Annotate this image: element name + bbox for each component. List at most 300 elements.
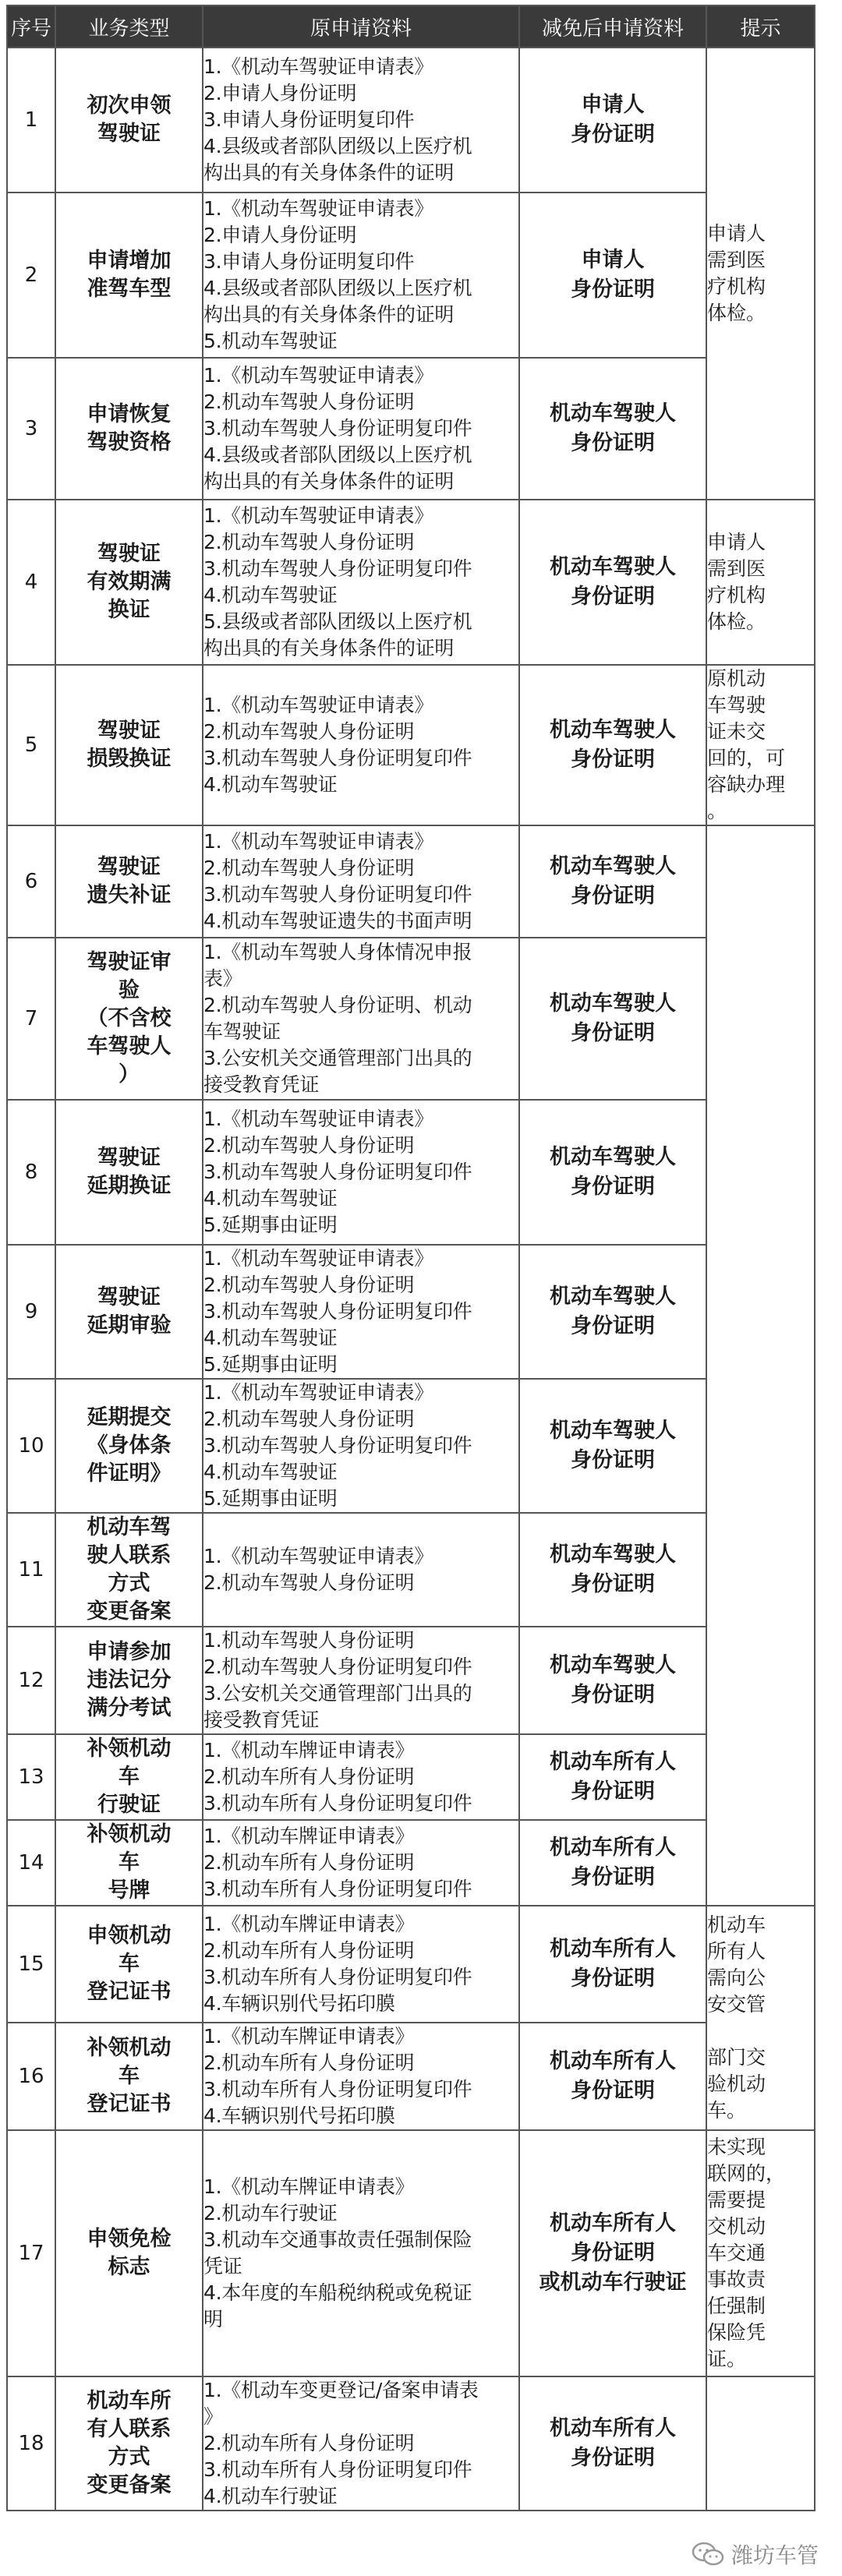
original-material-line: 3.机动车驾驶人身份证明复印件 bbox=[203, 1161, 472, 1183]
original-material-line: 4.县级或者部队团级以上医疗机 bbox=[203, 443, 472, 466]
row-number: 12 bbox=[7, 1627, 55, 1734]
business-type-line: 驾驶证审 bbox=[87, 950, 172, 974]
reduced-material-line: 机动车驾驶人 bbox=[550, 1145, 676, 1169]
original-material-line: 5.延期事由证明 bbox=[203, 1487, 338, 1510]
business-type-line: 变更备案 bbox=[87, 2473, 172, 2497]
tip-line: 证未交 bbox=[707, 720, 766, 743]
reduced-material-line: 身份证明 bbox=[571, 1448, 655, 1472]
business-type-line: 申领免检 bbox=[87, 2227, 172, 2251]
reduced-material-line: 机动车所有人 bbox=[550, 1750, 676, 1774]
original-material-line: 凭证 bbox=[203, 2255, 242, 2277]
requirements-table bbox=[6, 5, 815, 2511]
row-number: 16 bbox=[7, 2023, 55, 2130]
business-type bbox=[55, 2130, 203, 2376]
business-type-line: 申请增加 bbox=[87, 249, 172, 273]
tip-cell bbox=[706, 665, 815, 825]
table-row bbox=[7, 358, 815, 500]
original-material-line: 1.《机动车驾驶证申请表》 bbox=[203, 1247, 433, 1270]
business-type-line: 延期提交 bbox=[87, 1405, 172, 1429]
tip-line: 车。 bbox=[707, 2099, 747, 2122]
original-material-line: 3.申请人身份证明复印件 bbox=[203, 250, 415, 273]
original-material-line: 3.机动车所有人身份证明复印件 bbox=[203, 2458, 472, 2481]
business-type bbox=[55, 1627, 203, 1734]
table-row bbox=[7, 1906, 815, 2023]
reduced-materials bbox=[519, 358, 706, 500]
original-materials bbox=[203, 1513, 519, 1627]
reduced-materials bbox=[519, 665, 706, 825]
original-material-line: 4.机动车驾驶证 bbox=[203, 584, 338, 606]
tip-line: 所有人 bbox=[707, 1940, 766, 1963]
tip-line: 交机动 bbox=[707, 2215, 766, 2238]
original-material-line: 3.机动车驾驶人身份证明复印件 bbox=[203, 883, 472, 906]
business-type-line: 申领机动 bbox=[87, 1924, 172, 1948]
business-type-line: 登记证书 bbox=[87, 2092, 172, 2116]
business-type bbox=[55, 358, 203, 500]
business-type bbox=[55, 1513, 203, 1627]
reduced-material-line: 身份证明 bbox=[571, 884, 655, 908]
business-type-line: 机动车驾 bbox=[87, 1515, 172, 1539]
business-type-line: ） bbox=[119, 1062, 140, 1087]
original-materials bbox=[203, 938, 519, 1100]
original-material-line: 3.机动车所有人身份证明复印件 bbox=[203, 2078, 472, 2101]
table-row bbox=[7, 825, 815, 938]
original-material-line: 5.县级或者部队团级以上医疗机 bbox=[203, 610, 472, 633]
original-material-line: 1.《机动车驾驶证申请表》 bbox=[203, 830, 433, 853]
tip-line: 保险凭 bbox=[707, 2321, 766, 2344]
table-row bbox=[7, 1734, 815, 1820]
business-type-line: 机动车所 bbox=[87, 2389, 172, 2413]
original-material-line: 2.机动车驾驶人身份证明复印件 bbox=[203, 1655, 472, 1678]
tip-cell bbox=[706, 48, 815, 500]
table-body bbox=[7, 48, 815, 2511]
row-number: 13 bbox=[7, 1734, 55, 1820]
original-material-line: 构出具的有关身体条件的证明 bbox=[203, 161, 455, 184]
business-type-line: 驾驶证 bbox=[97, 542, 161, 566]
reduced-material-line: 身份证明 bbox=[571, 1021, 655, 1045]
reduced-material-line: 身份证明 bbox=[571, 1966, 655, 1991]
original-material-line: 1.《机动车驾驶证申请表》 bbox=[203, 1381, 433, 1404]
reduced-material-line: 身份证明 bbox=[571, 585, 655, 609]
row-number: 14 bbox=[7, 1820, 55, 1906]
original-material-line: 3.申请人身份证明复印件 bbox=[203, 108, 415, 131]
tip-line: 任强制 bbox=[707, 2295, 766, 2317]
row-number: 9 bbox=[7, 1245, 55, 1379]
tip-line: 未实现 bbox=[707, 2136, 766, 2158]
business-type-line: 件证明》 bbox=[87, 1461, 172, 1486]
business-type-line: 申请恢复 bbox=[87, 402, 172, 426]
row-number: 15 bbox=[7, 1906, 55, 2023]
business-type-line: 违法记分 bbox=[87, 1668, 172, 1692]
original-material-line: 1.《机动车牌证申请表》 bbox=[203, 2025, 415, 2048]
tip-line: 回的，可 bbox=[707, 747, 786, 769]
tip-line: 需到医 bbox=[707, 557, 766, 580]
original-material-line: 构出具的有关身体条件的证明 bbox=[203, 637, 455, 659]
business-type bbox=[55, 938, 203, 1100]
row-number: 18 bbox=[7, 2376, 55, 2511]
business-type-line: 驾驶证 bbox=[97, 122, 161, 146]
business-type bbox=[55, 825, 203, 938]
original-material-line: 1.《机动车驾驶证申请表》 bbox=[203, 1545, 433, 1567]
original-material-line: 1.《机动车驾驶证申请表》 bbox=[203, 504, 433, 527]
table-row bbox=[7, 500, 815, 665]
business-type-line: 延期换证 bbox=[87, 1174, 172, 1198]
business-type bbox=[55, 500, 203, 665]
original-material-line: 4.县级或者部队团级以上医疗机 bbox=[203, 277, 472, 299]
tip-line: 事故责 bbox=[707, 2268, 766, 2291]
row-number: 10 bbox=[7, 1379, 55, 1513]
original-materials bbox=[203, 665, 519, 825]
tip-line: 证。 bbox=[707, 2348, 747, 2370]
header-original: 原申请资料 bbox=[203, 5, 519, 48]
reduced-material-line: 申请人 bbox=[581, 248, 645, 272]
reduced-material-line: 机动车所有人 bbox=[550, 1937, 676, 1961]
row-number: 8 bbox=[7, 1100, 55, 1245]
original-material-line: 2.机动车驾驶人身份证明 bbox=[203, 720, 415, 743]
business-type-line: 车 bbox=[119, 1850, 140, 1875]
reduced-material-line: 身份证明 bbox=[571, 431, 655, 455]
original-materials bbox=[203, 1245, 519, 1379]
original-material-line: 1.机动车驾驶人身份证明 bbox=[203, 1629, 415, 1652]
original-material-line: 1.《机动车驾驶证申请表》 bbox=[203, 55, 433, 78]
reduced-materials bbox=[519, 2130, 706, 2376]
original-materials bbox=[203, 1627, 519, 1734]
table-row bbox=[7, 2376, 815, 2511]
original-material-line: 1.《机动车牌证申请表》 bbox=[203, 1739, 415, 1762]
business-type bbox=[55, 1906, 203, 2023]
tip-cell bbox=[706, 825, 815, 1906]
reduced-material-line: 身份证明 bbox=[571, 747, 655, 772]
original-material-line: 5.延期事由证明 bbox=[203, 1214, 338, 1236]
business-type-line: 车驾驶人 bbox=[87, 1034, 172, 1058]
original-material-line: 2.机动车驾驶人身份证明 bbox=[203, 1571, 415, 1594]
original-material-line: 3.机动车驾驶人身份证明复印件 bbox=[203, 557, 472, 580]
business-type bbox=[55, 1100, 203, 1245]
reduced-material-line: 身份证明 bbox=[571, 1683, 655, 1707]
table-row bbox=[7, 1379, 815, 1513]
tip-line: 申请人 bbox=[707, 531, 766, 553]
original-material-line: 2.申请人身份证明 bbox=[203, 82, 357, 104]
reduced-material-line: 机动车所有人 bbox=[550, 2049, 676, 2073]
row-number: 11 bbox=[7, 1513, 55, 1627]
business-type-line: 申请参加 bbox=[87, 1640, 172, 1664]
business-type-line: 车 bbox=[119, 1952, 140, 1976]
original-material-line: 2.机动车所有人身份证明 bbox=[203, 2051, 415, 2074]
business-type-line: 补领机动 bbox=[87, 1737, 172, 1761]
original-material-line: 1.《机动车牌证申请表》 bbox=[203, 1913, 415, 1935]
business-type-line: 驾驶证 bbox=[97, 1146, 161, 1170]
row-number: 4 bbox=[7, 500, 55, 665]
row-number: 6 bbox=[7, 825, 55, 938]
original-materials bbox=[203, 1379, 519, 1513]
business-type bbox=[55, 665, 203, 825]
reduced-materials bbox=[519, 1734, 706, 1820]
business-type bbox=[55, 2023, 203, 2130]
header-reduced: 减免后申请资料 bbox=[519, 5, 706, 48]
original-materials bbox=[203, 1820, 519, 1906]
reduced-materials bbox=[519, 1513, 706, 1627]
business-type-line: 准驾车型 bbox=[87, 277, 172, 301]
row-number: 2 bbox=[7, 193, 55, 358]
reduced-material-line: 机动车驾驶人 bbox=[550, 1284, 676, 1309]
original-material-line: 4.机动车驾驶证 bbox=[203, 1327, 338, 1349]
reduced-materials bbox=[519, 825, 706, 938]
business-type bbox=[55, 1820, 203, 1906]
original-materials bbox=[203, 48, 519, 193]
business-type-line: 延期审验 bbox=[87, 1313, 172, 1337]
reduced-material-line: 机动车驾驶人 bbox=[550, 991, 676, 1016]
tip-line: 申请人 bbox=[707, 222, 766, 245]
reduced-material-line: 申请人 bbox=[581, 93, 645, 117]
header-row bbox=[7, 5, 815, 48]
original-material-line: 4.车辆识别代号拓印膜 bbox=[203, 2104, 395, 2127]
reduced-materials bbox=[519, 1100, 706, 1245]
tip-cell bbox=[706, 500, 815, 665]
business-type-line: 车 bbox=[119, 2064, 140, 2088]
original-material-line: 3.机动车驾驶人身份证明复印件 bbox=[203, 1300, 472, 1323]
reduced-material-line: 或机动车行驶证 bbox=[539, 2270, 687, 2295]
original-material-line: 1.《机动车驾驶证申请表》 bbox=[203, 1108, 433, 1130]
business-type-line: 驾驶证 bbox=[97, 855, 161, 879]
header-tip: 提示 bbox=[706, 5, 815, 48]
reduced-materials bbox=[519, 938, 706, 1100]
tip-line: 。 bbox=[707, 800, 727, 822]
business-type-line: 有效期满 bbox=[87, 570, 172, 594]
original-material-line: 2.机动车所有人身份证明 bbox=[203, 1939, 415, 1962]
tip-line bbox=[707, 2018, 814, 2044]
business-type-line: 车 bbox=[119, 1765, 140, 1789]
original-material-line: 3.机动车驾驶人身份证明复印件 bbox=[203, 747, 472, 769]
original-material-line: 2.申请人身份证明 bbox=[203, 224, 357, 246]
reduced-material-line: 机动车驾驶人 bbox=[550, 401, 676, 426]
original-materials bbox=[203, 2376, 519, 2511]
business-type-line: 换证 bbox=[108, 598, 150, 622]
business-type-line: 满分考试 bbox=[87, 1696, 172, 1720]
table-row bbox=[7, 938, 815, 1100]
reduced-material-line: 机动车所有人 bbox=[550, 2211, 676, 2235]
original-material-line: 接受教育凭证 bbox=[203, 1073, 320, 1096]
tip-cell bbox=[706, 1906, 815, 2130]
original-material-line: 3.机动车所有人身份证明复印件 bbox=[203, 1966, 472, 1988]
business-type bbox=[55, 1245, 203, 1379]
original-materials bbox=[203, 1906, 519, 2023]
business-type-line: 变更备案 bbox=[87, 1599, 172, 1624]
tip-line: 机动车 bbox=[707, 1913, 766, 1936]
original-material-line: 3.机动车驾驶人身份证明复印件 bbox=[203, 417, 472, 440]
business-type-line: 号牌 bbox=[108, 1878, 150, 1903]
tip-cell bbox=[706, 2376, 815, 2511]
table-row bbox=[7, 2023, 815, 2130]
tip-line: 容缺办理 bbox=[707, 773, 786, 796]
reduced-material-line: 身份证明 bbox=[571, 1779, 655, 1804]
business-type bbox=[55, 193, 203, 358]
original-material-line: 》 bbox=[203, 2405, 223, 2428]
original-material-line: 5.机动车驾驶证 bbox=[203, 330, 338, 352]
tip-line: 车驾驶 bbox=[707, 694, 766, 716]
original-material-line: 4.机动车驾驶证 bbox=[203, 773, 338, 796]
tip-line: 联网的， bbox=[707, 2162, 786, 2185]
business-type-line: 补领机动 bbox=[87, 1822, 172, 1846]
original-material-line: 3.机动车驾驶人身份证明复印件 bbox=[203, 1434, 472, 1457]
business-type-line: 《身体条 bbox=[87, 1433, 172, 1458]
reduced-material-line: 机动车驾驶人 bbox=[550, 1542, 676, 1567]
reduced-material-line: 机动车驾驶人 bbox=[550, 555, 676, 579]
original-material-line: 3.公安机关交通管理部门出具的 bbox=[203, 1047, 472, 1069]
reduced-material-line: 机动车驾驶人 bbox=[550, 1419, 676, 1443]
tip-line: 原机动 bbox=[707, 667, 766, 690]
original-material-line: 1.《机动车驾驶证申请表》 bbox=[203, 694, 433, 716]
original-materials bbox=[203, 2023, 519, 2130]
business-type-line: 初次申领 bbox=[87, 94, 172, 118]
business-type-line: 标志 bbox=[108, 2255, 150, 2279]
original-material-line: 2.机动车驾驶人身份证明 bbox=[203, 531, 415, 553]
reduced-materials bbox=[519, 1820, 706, 1906]
tip-cell bbox=[706, 2130, 815, 2376]
reduced-material-line: 机动车所有人 bbox=[550, 1836, 676, 1860]
reduced-materials bbox=[519, 1906, 706, 2023]
table-row bbox=[7, 1627, 815, 1734]
reduced-materials bbox=[519, 193, 706, 358]
original-material-line: 1.《机动车驾驶证申请表》 bbox=[203, 364, 433, 387]
original-material-line: 4.机动车行驶证 bbox=[203, 2485, 338, 2507]
reduced-materials bbox=[519, 2023, 706, 2130]
tip-line: 需要提 bbox=[707, 2189, 766, 2211]
table-row bbox=[7, 193, 815, 358]
original-material-line: 3.公安机关交通管理部门出具的 bbox=[203, 1682, 472, 1705]
reduced-material-line: 身份证明 bbox=[571, 2241, 655, 2265]
business-type-line: 驾驶证 bbox=[97, 719, 161, 743]
reduced-material-line: 机动车所有人 bbox=[550, 2416, 676, 2440]
reduced-material-line: 身份证明 bbox=[571, 277, 655, 302]
reduced-material-line: 身份证明 bbox=[571, 1314, 655, 1338]
reduced-material-line: 身份证明 bbox=[571, 122, 655, 147]
original-material-line: 4.机动车驾驶证遗失的书面声明 bbox=[203, 910, 472, 932]
row-number: 17 bbox=[7, 2130, 55, 2376]
original-material-line: 1.《机动车变更登记/备案申请表 bbox=[203, 2379, 479, 2401]
original-material-line: 1.《机动车驾驶证申请表》 bbox=[203, 197, 433, 220]
business-type-line: 损毁换证 bbox=[87, 747, 172, 771]
original-material-line: 2.机动车驾驶人身份证明 bbox=[203, 1274, 415, 1296]
business-type bbox=[55, 2376, 203, 2511]
original-material-line: 构出具的有关身体条件的证明 bbox=[203, 303, 455, 326]
business-type bbox=[55, 1734, 203, 1820]
original-material-line: 车驾驶证 bbox=[203, 1020, 281, 1043]
reduced-material-line: 身份证明 bbox=[571, 1865, 655, 1889]
tip-line: 体检。 bbox=[707, 302, 766, 324]
original-material-line: 2.机动车驾驶人身份证明 bbox=[203, 390, 415, 413]
original-material-line: 表》 bbox=[203, 967, 242, 990]
reduced-material-line: 机动车驾驶人 bbox=[550, 718, 676, 742]
business-type-line: 行驶证 bbox=[97, 1793, 161, 1817]
table-row bbox=[7, 48, 815, 193]
original-material-line: 4.机动车驾驶证 bbox=[203, 1187, 338, 1210]
original-material-line: 明 bbox=[203, 2308, 223, 2330]
original-material-line: 2.机动车所有人身份证明 bbox=[203, 2432, 415, 2454]
business-type-line: 驶人联系 bbox=[87, 1543, 172, 1567]
business-type-line: （不含校 bbox=[87, 1006, 172, 1030]
original-material-line: 2.机动车驾驶人身份证明、机动 bbox=[203, 994, 472, 1016]
original-material-line: 3.机动车交通事故责任强制保险 bbox=[203, 2228, 472, 2251]
business-type-line: 补领机动 bbox=[87, 2036, 172, 2060]
reduced-materials bbox=[519, 500, 706, 665]
original-material-line: 5.延期事由证明 bbox=[203, 1353, 338, 1376]
row-number: 5 bbox=[7, 665, 55, 825]
tip-line: 安交管 bbox=[707, 1993, 766, 2016]
original-materials bbox=[203, 358, 519, 500]
reduced-material-line: 机动车驾驶人 bbox=[550, 1653, 676, 1677]
original-material-line: 4.县级或者部队团级以上医疗机 bbox=[203, 135, 472, 157]
business-type bbox=[55, 1379, 203, 1513]
reduced-material-line: 机动车驾驶人 bbox=[550, 854, 676, 878]
business-type-line: 驾驶资格 bbox=[87, 430, 172, 454]
original-material-line: 1.《机动车牌证申请表》 bbox=[203, 2175, 415, 2198]
business-type-line: 方式 bbox=[108, 1571, 150, 1595]
table-row bbox=[7, 665, 815, 825]
reduced-materials bbox=[519, 1379, 706, 1513]
business-type-line: 驾驶证 bbox=[97, 1285, 161, 1309]
reduced-material-line: 身份证明 bbox=[571, 1572, 655, 1596]
original-material-line: 4.机动车驾驶证 bbox=[203, 1461, 338, 1483]
business-type-line: 遗失补证 bbox=[87, 883, 172, 907]
tip-line: 疗机构 bbox=[707, 275, 766, 298]
original-materials bbox=[203, 1100, 519, 1245]
watermark-text: 潍坊车管 bbox=[731, 2542, 819, 2568]
table-row bbox=[7, 1820, 815, 1906]
header-type: 业务类型 bbox=[55, 5, 203, 48]
table-row bbox=[7, 2130, 815, 2376]
table-row bbox=[7, 1245, 815, 1379]
original-material-line: 2.机动车所有人身份证明 bbox=[203, 1765, 415, 1788]
reduced-materials bbox=[519, 1627, 706, 1734]
table-row bbox=[7, 1100, 815, 1245]
tip-line: 部门交 bbox=[707, 2046, 766, 2069]
original-materials bbox=[203, 500, 519, 665]
original-material-line: 构出具的有关身体条件的证明 bbox=[203, 470, 455, 493]
business-type-line: 有人联系 bbox=[87, 2417, 172, 2441]
tip-line: 疗机构 bbox=[707, 584, 766, 606]
original-material-line: 2.机动车驾驶人身份证明 bbox=[203, 857, 415, 879]
row-number: 3 bbox=[7, 358, 55, 500]
reduced-material-line: 身份证明 bbox=[571, 2079, 655, 2103]
original-materials bbox=[203, 1734, 519, 1820]
original-materials bbox=[203, 825, 519, 938]
reduced-materials bbox=[519, 2376, 706, 2511]
wechat-icon bbox=[691, 2542, 725, 2567]
watermark bbox=[691, 2539, 819, 2570]
tip-line: 验机动 bbox=[707, 2072, 766, 2095]
original-material-line: 2.机动车所有人身份证明 bbox=[203, 1851, 415, 1874]
original-material-line: 4.本年度的车船税纳税或免税证 bbox=[203, 2281, 472, 2304]
business-type-line: 方式 bbox=[108, 2445, 150, 2469]
table-row bbox=[7, 1513, 815, 1627]
original-material-line: 2.机动车行驶证 bbox=[203, 2202, 338, 2224]
original-material-line: 3.机动车所有人身份证明复印件 bbox=[203, 1878, 472, 1900]
row-number: 1 bbox=[7, 48, 55, 193]
business-type-line: 登记证书 bbox=[87, 1980, 172, 2004]
original-material-line: 接受教育凭证 bbox=[203, 1708, 320, 1731]
reduced-materials bbox=[519, 48, 706, 193]
original-material-line: 1.《机动车牌证申请表》 bbox=[203, 1825, 415, 1847]
business-type-line: 验 bbox=[119, 978, 140, 1002]
row-number: 7 bbox=[7, 938, 55, 1100]
reduced-materials bbox=[519, 1245, 706, 1379]
tip-line: 需向公 bbox=[707, 1966, 766, 1989]
original-material-line: 4.车辆识别代号拓印膜 bbox=[203, 1992, 395, 2015]
original-material-line: 2.机动车驾驶人身份证明 bbox=[203, 1408, 415, 1430]
business-type bbox=[55, 48, 203, 193]
tip-line: 车交通 bbox=[707, 2242, 766, 2264]
tip-line: 需到医 bbox=[707, 249, 766, 271]
original-material-line: 3.机动车所有人身份证明复印件 bbox=[203, 1792, 472, 1815]
